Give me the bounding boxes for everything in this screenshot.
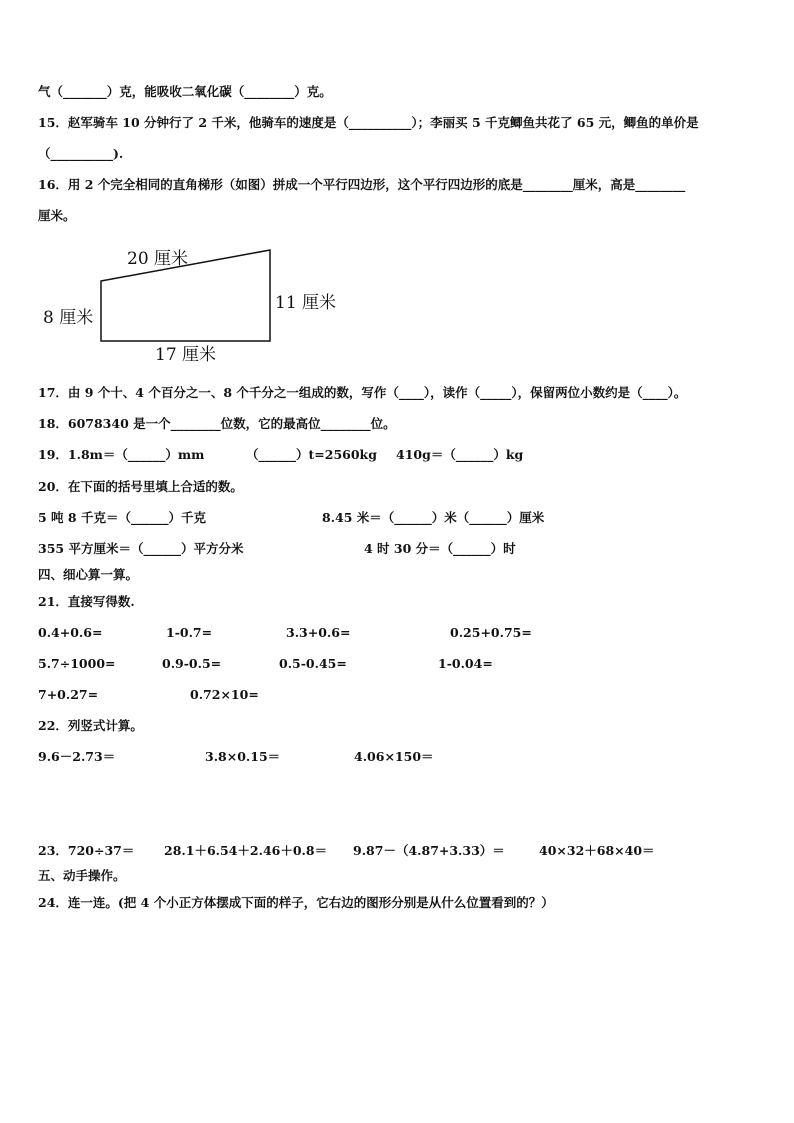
q17: 17．由 9 个十、4 个百分之一、8 个千分之一组成的数，写作（____），读作（_____），保留两位小数约是（____）。 xyxy=(38,385,687,400)
calc-6: 0.9-0.5= xyxy=(162,656,222,671)
vertical-calc-2: 3.8×0.15＝ xyxy=(205,749,281,764)
q20-item3: 355 平方厘米＝（______）平方分米 xyxy=(38,541,244,556)
q20-row2 xyxy=(38,543,758,559)
q23-expr-2: 28.1＋6.54＋2.46＋0.8＝ xyxy=(164,843,328,858)
q23-expr-1: 23．720÷37＝ xyxy=(38,843,135,858)
q23-expr-4: 40×32＋68×40＝ xyxy=(539,843,655,858)
q20-item2: 8.45 米＝（______）米（______）厘米 xyxy=(322,510,545,525)
q21-row3 xyxy=(38,689,758,705)
q23-row xyxy=(38,845,758,861)
q21-row1 xyxy=(38,627,758,643)
section-4-heading: 四、细心算一算。 xyxy=(38,567,139,582)
label-left: 8 厘米 xyxy=(43,308,94,328)
q19 xyxy=(38,449,758,465)
calc-2: 1-0.7= xyxy=(166,625,213,640)
vertical-calc-3: 4.06×150＝ xyxy=(354,749,434,764)
q15-line2: （__________). xyxy=(38,146,124,161)
q20-item1: 5 吨 8 千克＝（______）千克 xyxy=(38,510,206,525)
q23-expr-3: 9.87－（4.87+3.33）＝ xyxy=(353,843,505,858)
calc-10: 0.72×10= xyxy=(190,687,259,702)
q21: 21．直接写得数. xyxy=(38,594,135,609)
calc-5: 5.7÷1000= xyxy=(38,656,116,671)
q24: 24．连一连。(把 4 个小正方体摆成下面的样子，它右边的图形分别是从什么位置看到的？） xyxy=(38,895,554,910)
calc-8: 1-0.04= xyxy=(438,656,493,671)
q20: 20．在下面的括号里填上合适的数。 xyxy=(38,479,243,494)
section-5-heading: 五、动手操作。 xyxy=(38,868,126,883)
q22-row xyxy=(38,751,758,767)
vertical-calc-1: 9.6－2.73＝ xyxy=(38,749,116,764)
calc-9: 7+0.27= xyxy=(38,687,99,702)
q16-line2: 厘米。 xyxy=(38,208,76,223)
q18: 18．6078340 是一个________位数，它的最高位________位。 xyxy=(38,416,396,431)
calc-1: 0.4+0.6= xyxy=(38,625,103,640)
calc-4: 0.25+0.75= xyxy=(450,625,532,640)
calc-3: 3.3+0.6= xyxy=(286,625,351,640)
q19-part3: 410g＝（______）kg xyxy=(396,447,524,462)
calc-7: 0.5-0.45= xyxy=(279,656,347,671)
q20-item4: 4 时 30 分＝（______）时 xyxy=(364,541,516,556)
q14-continuation: 气（_______）克，能吸收二氧化碳（________）克。 xyxy=(38,84,332,99)
q19-part2: （______）t=2560kg xyxy=(246,447,377,462)
q19-part1: 19．1.8m＝（______）mm xyxy=(38,447,205,462)
q16-line1: 16．用 2 个完全相同的直角梯形（如图）拼成一个平行四边形，这个平行四边形的底是________厘米，高是________ xyxy=(38,177,686,192)
label-right: 11 厘米 xyxy=(275,293,337,313)
q20-row1 xyxy=(38,512,758,528)
q22: 22．列竖式计算。 xyxy=(38,718,143,733)
label-bottom: 17 厘米 xyxy=(155,345,217,365)
label-top: 20 厘米 xyxy=(127,249,189,269)
trapezoid-figure xyxy=(30,238,350,368)
q15-line1: 15．赵军骑车 10 分钟行了 2 千米，他骑车的速度是（__________）；李丽买 5 千克鲫鱼共花了 65 元，鲫鱼的单价是 xyxy=(38,115,699,130)
q21-row2 xyxy=(38,658,758,674)
